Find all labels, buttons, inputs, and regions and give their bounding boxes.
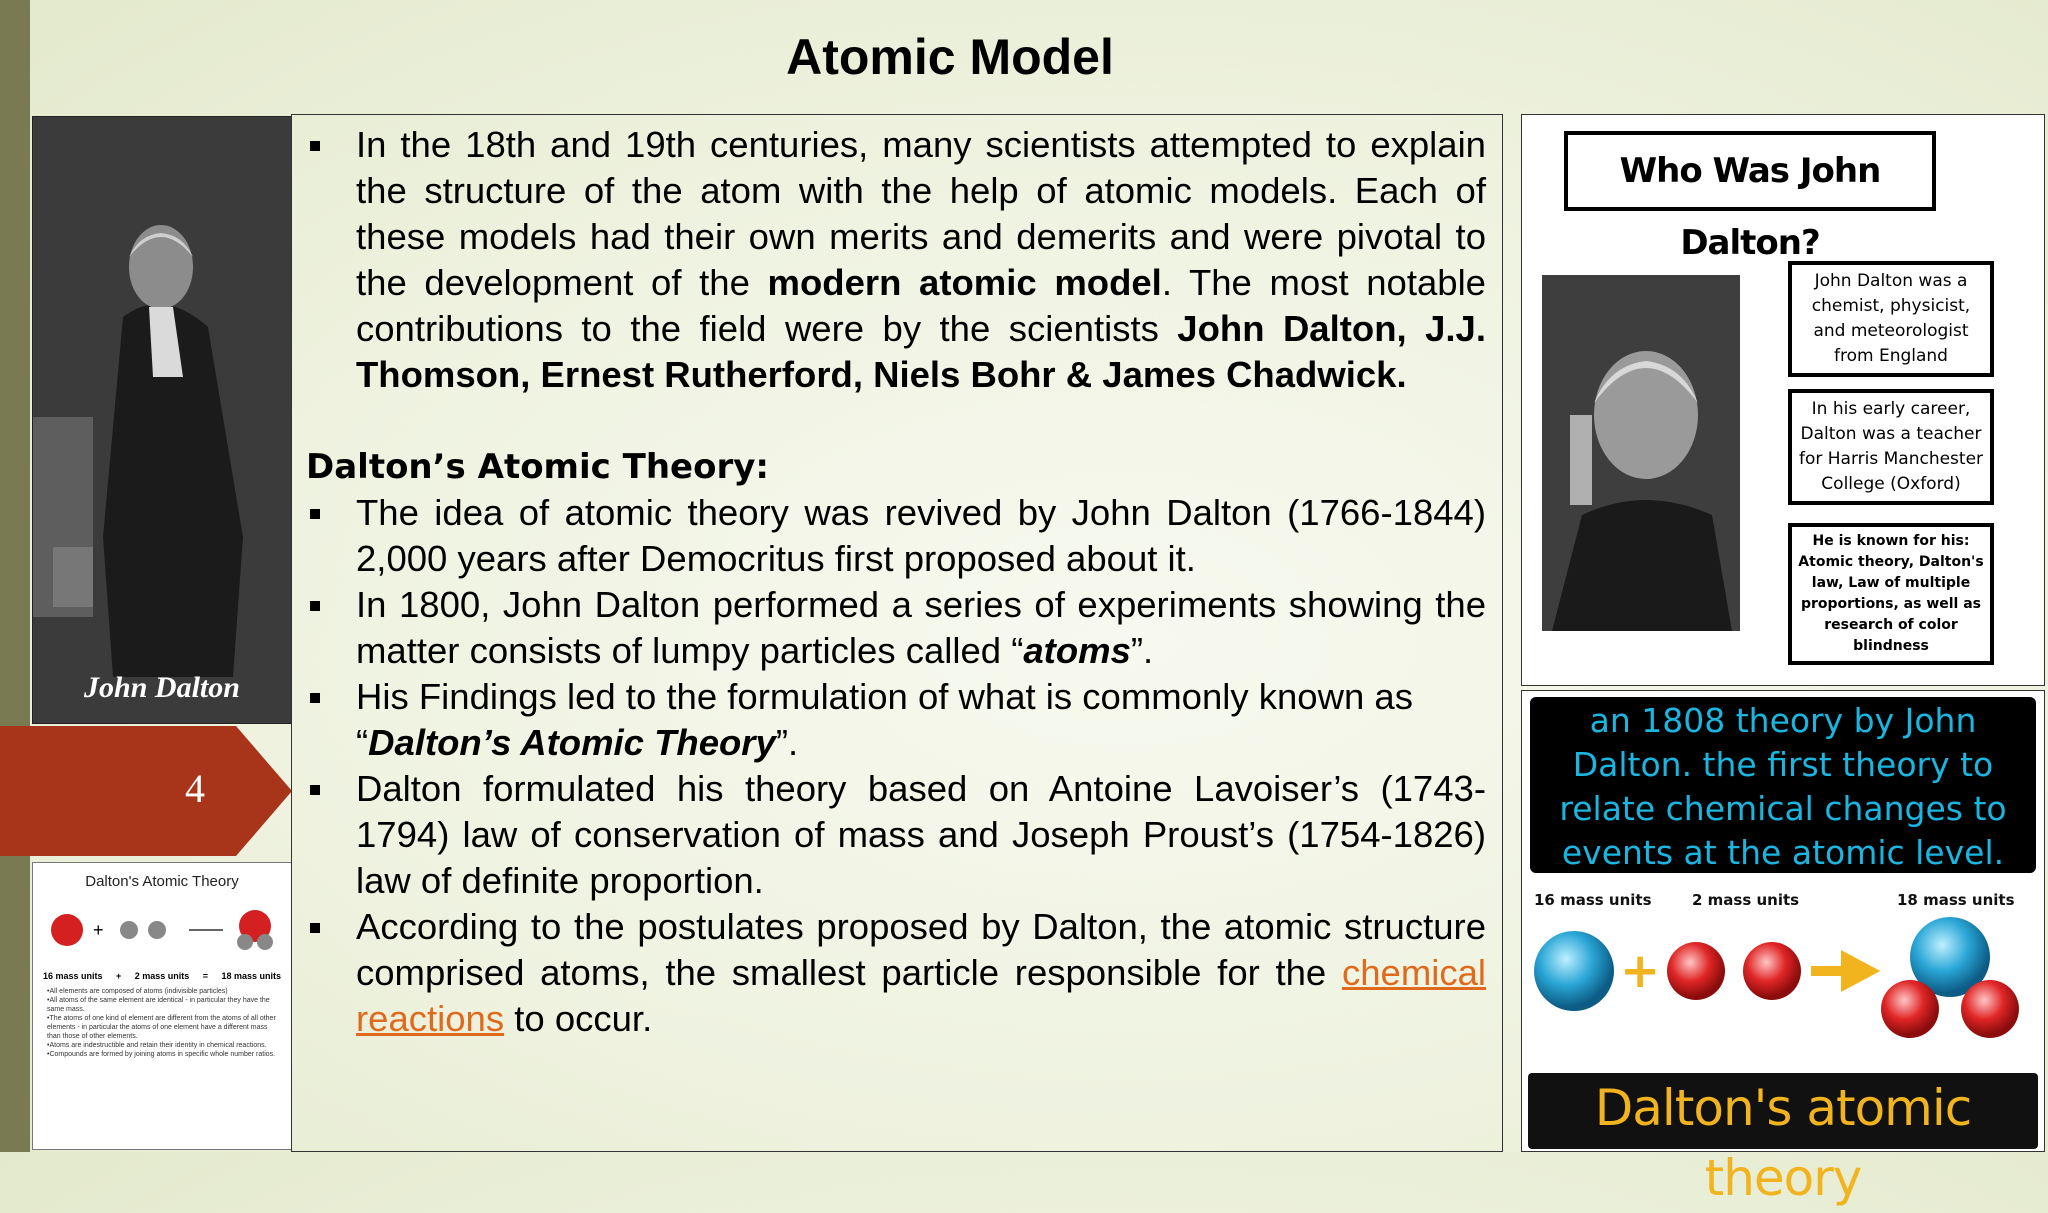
dalton-theory-infographic xyxy=(1521,690,2045,1207)
intro-text-2: . The most notable contributions to the field were by the scientists xyxy=(356,262,1486,349)
thumb-mass-1: 16 mass units xyxy=(43,971,103,981)
thumb-note: •Compounds are formed by joining atoms in specific whole number ratios. xyxy=(47,1051,276,1058)
portrait-caption: John Dalton xyxy=(84,671,240,704)
thumb-note: •All elements are composed of atoms (indivisible particles) xyxy=(47,988,228,995)
bullet-2-bold: atoms xyxy=(1023,630,1131,671)
water-hydrogen-atom xyxy=(1881,980,1939,1038)
dalton-theory-label: Dalton's atomic theory xyxy=(1528,1073,2038,1149)
portrait-figure xyxy=(33,117,291,723)
left-accent-strip xyxy=(0,0,30,1152)
mass-label-3: 18 mass units xyxy=(1897,891,2015,909)
oxygen-atom xyxy=(1534,931,1614,1011)
slide-number: 4 xyxy=(185,766,205,811)
svg-text:+: + xyxy=(93,920,104,940)
bullet-3 xyxy=(306,674,1486,766)
hydrogen-atom xyxy=(1743,942,1801,1000)
thumb-mass-2: 2 mass units xyxy=(134,971,190,981)
thumbnail-title: Dalton's Atomic Theory xyxy=(85,873,239,890)
reaction-arrow-icon xyxy=(1814,955,1874,987)
bullet-2-end: ”. xyxy=(1130,630,1154,671)
mass-label-1: 16 mass units xyxy=(1534,891,1652,909)
bullet-5 xyxy=(306,904,1486,1042)
bullet-4 xyxy=(306,766,1486,904)
dalton-photo xyxy=(1542,275,1740,631)
bullet-5-end: to occur. xyxy=(504,998,653,1039)
dalton-theory-thumbnail xyxy=(32,862,292,1150)
theory-caption: an 1808 theory by John Dalton. the first theory to relate chemical changes to events at the atomic level. xyxy=(1530,697,2036,873)
fact-box-1: John Dalton was a chemist, physicist, and meteorologist from England xyxy=(1788,261,1994,377)
thumb-note: •The atoms of one kind of element are different from the atoms of all other elements - in particular the atoms of one element have a different mass than those of other elements. xyxy=(47,1015,276,1040)
water-hydrogen-atom xyxy=(1961,980,2019,1038)
slide-title: Atomic Model xyxy=(786,29,1114,85)
bullet-3-text: His Findings led to the formulation of what is commonly known as “ xyxy=(356,676,1413,763)
molecule-reaction-diagram xyxy=(1522,911,2046,1061)
dalton-portrait xyxy=(32,116,292,724)
intro-bold-1: modern atomic model xyxy=(767,262,1162,303)
hydrogen-atom xyxy=(1667,942,1725,1000)
thumb-note: •All atoms of the same element are identical - in particular they have the same mass. xyxy=(47,997,270,1013)
fact-box-2: In his early career, Dalton was a teacher for Harris Manchester College (Oxford) xyxy=(1788,389,1994,505)
intro-bullet xyxy=(306,122,1486,398)
chemical-reactions-link[interactable]: chemical reactions xyxy=(356,952,1486,1039)
thumb-note: •Atoms are indestructible and retain their identity in chemical reactions. xyxy=(47,1042,267,1049)
bullet-2 xyxy=(306,582,1486,674)
section-heading: Dalton’s Atomic Theory: xyxy=(306,447,769,487)
main-text xyxy=(306,122,1486,1042)
who-was-dalton-heading: Who Was John Dalton? xyxy=(1564,131,1936,211)
thumbnail-atoms-diagram xyxy=(33,890,291,960)
svg-text:+: + xyxy=(1620,943,1661,999)
intro-text-1: In the 18th and 19th centuries, many scientists attempted to explain the structure of the atom with the help of atomic models. Each of these models had their own merits and demerits and were pivotal to the development of the xyxy=(356,124,1486,303)
mass-label-2: 2 mass units xyxy=(1692,891,1800,909)
bullet-1 xyxy=(306,490,1486,582)
thumb-plus: + xyxy=(116,971,122,981)
thumb-equals: = xyxy=(202,971,208,981)
bullet-2-text: In 1800, John Dalton performed a series of experiments showing the matter consists of lumpy particles called “ xyxy=(356,584,1486,671)
thumbnail-mass-labels xyxy=(33,971,291,981)
bullet-1-text: The idea of atomic theory was revived by John Dalton (1766-1844) 2,000 years after Democritus first proposed about it. xyxy=(356,492,1486,579)
thumb-mass-3: 18 mass units xyxy=(221,971,281,981)
dalton-photo-figure xyxy=(1542,275,1740,631)
bullet-3-end: ”. xyxy=(775,722,799,763)
slide-number-arrow xyxy=(0,726,292,856)
intro-bold-2: John Dalton, J.J. Thomson, Ernest Rutherford, Niels Bohr & James Chadwick. xyxy=(356,308,1486,395)
thumbnail-notes xyxy=(33,981,291,1065)
bullet-4-text: Dalton formulated his theory based on Antoine Lavoiser’s (1743-1794) law of conservation of mass and Joseph Proust’s (1754-1826) law of definite proportion. xyxy=(356,768,1486,901)
fact-box-3: He is known for his: Atomic theory, Dalton's law, Law of multiple proportions, as well as research of color blindness xyxy=(1788,523,1994,665)
bullet-5-text: According to the postulates proposed by Dalton, the atomic structure comprised atoms, the smallest particle responsible for the xyxy=(356,906,1486,993)
bullet-3-bold: Dalton’s Atomic Theory xyxy=(368,722,776,763)
who-was-dalton-panel xyxy=(1521,114,2045,686)
